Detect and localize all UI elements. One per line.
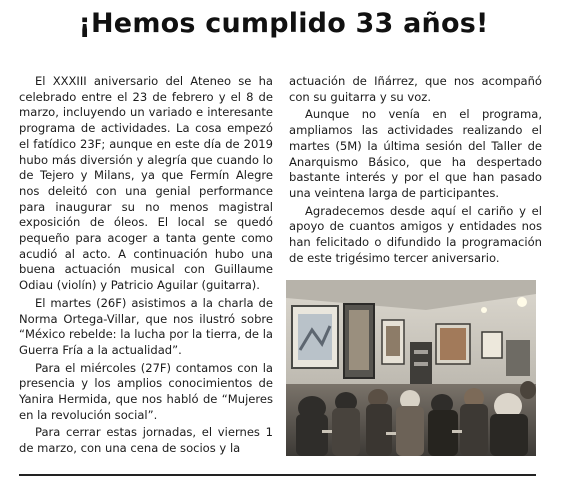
audience-photo-image: [286, 280, 536, 456]
article-title: ¡Hemos cumplido 33 años!: [78, 8, 489, 39]
paragraph-workshop: Aunque no venía en el programa, ampliamos las actividades realizando el martes (5M) la última sesión del Taller de Anarquismo Básico, que ha despertado bastante interés y por el que han pasado una veintena larga de participantes.: [289, 107, 542, 200]
paragraph-thanks: Agradecemos desde aquí el cariño y el apoyo de cuantos amigos y entidades nos han felicitado o difundido la programación de este trigésimo tercer aniversario.: [289, 203, 542, 265]
paragraph-wednesday: Para el miércoles (27F) contamos con la presencia y los amplios conocimientos de Yanira Hermida, que nos habló de “Mujeres en la revolución social”.: [19, 360, 273, 422]
right-text-column: [289, 74, 542, 268]
paragraph-tuesday: El martes (26F) asistimos a la charla de Norma Ortega-Villar, que nos ilustró sobre “México rebelde: la lucha por la tierra, de la Guerra Fría a la actualidad”.: [19, 295, 273, 357]
paragraph-continuation: actuación de Iñárrez, que nos acompañó con su guitarra y su voz.: [289, 74, 542, 104]
paragraph-intro: El XXXIII aniversario del Ateneo se ha celebrado entre el 23 de febrero y el 8 de marzo, incluyendo un variado e interesante programa de actividades. La cosa empezó el fatídico 23F; aunque en este día de 2019 hubo más diversión y alegría que cuando lo de Tejero y Milans, ya que Fermín Alegre nos deleitó con una genial performance para inaugurar su no menos magistral exposición de óleos. El local se quedó pequeño para acoger a tanta gente como acudió al acto. A continuación hubo una buena actuación musical con Guillaume Odiau (violín) y Patricio Aguilar (guitarra).: [19, 74, 273, 293]
event-photo: [286, 280, 536, 456]
paragraph-closing: Para cerrar estas jornadas, el viernes 1 de marzo, con una cena de socios y la: [19, 425, 273, 456]
left-text-column: [19, 74, 273, 459]
bottom-rule: [19, 474, 536, 476]
